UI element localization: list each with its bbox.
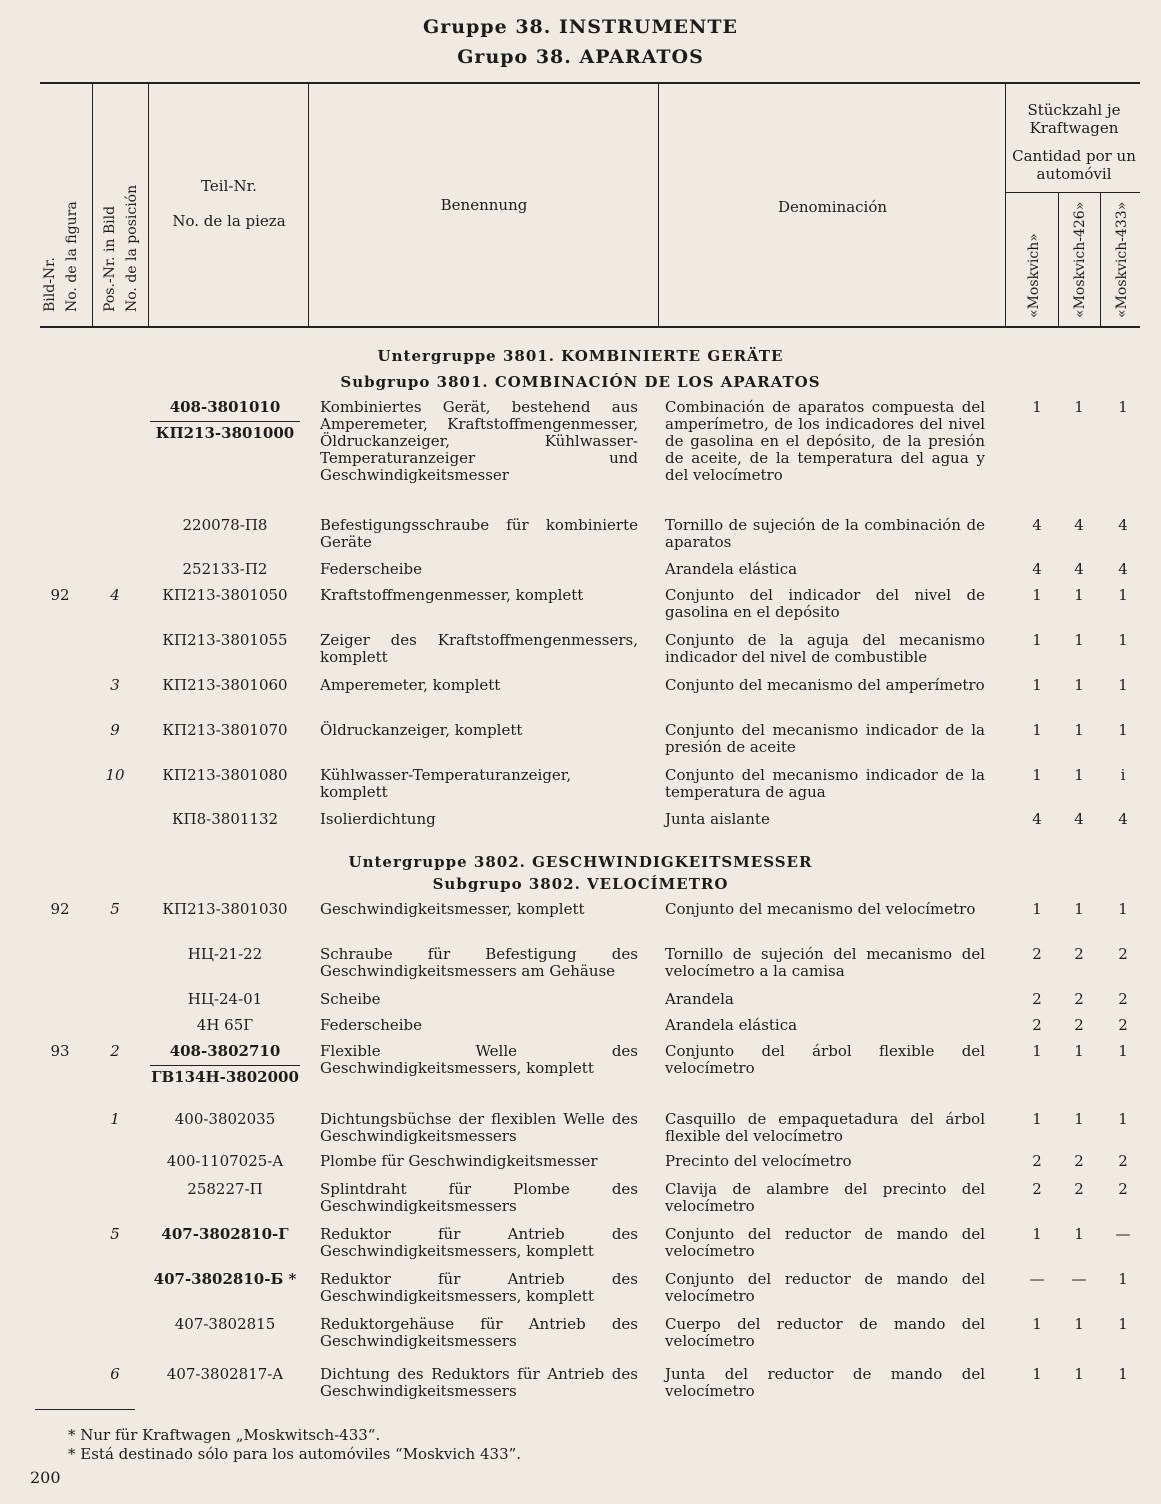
quantity-moskvich-426: 2 xyxy=(1074,1016,1084,1034)
footnote-rule xyxy=(35,1409,135,1410)
quantity-moskvich: 1 xyxy=(1032,721,1042,739)
quantity-moskvich: 1 xyxy=(1032,1365,1042,1383)
header-bottom-rule xyxy=(40,326,1140,328)
description-de: Schraube für Befestigung des Geschwindigkeitsmessers am Gehäuse xyxy=(320,945,638,980)
quantity-moskvich-426: 1 xyxy=(1074,1225,1084,1243)
quantity-moskvich-426: 2 xyxy=(1074,1152,1084,1170)
description-es: Tornillo de sujeción de la combinación de aparatos xyxy=(665,516,985,551)
description-es: Conjunto del mecanismo indicador de la temperatura de agua xyxy=(665,766,985,801)
description-es: Conjunto del mecanismo del amperímetro xyxy=(665,676,985,694)
description-de: Splintdraht für Plombe des Geschwindigkeitsmessers xyxy=(320,1180,638,1215)
quantity-moskvich-426: 4 xyxy=(1074,810,1084,828)
quantity-moskvich-426: 1 xyxy=(1074,721,1084,739)
part-number xyxy=(150,1271,300,1288)
header-pos-de: Pos.-Nr. in Bild xyxy=(102,205,118,312)
part-number-main: КП213-3801060 xyxy=(162,676,288,694)
quantity-moskvich-433: 1 xyxy=(1118,586,1128,604)
part-number xyxy=(150,946,300,963)
quantity-moskvich-433: i xyxy=(1120,766,1126,784)
part-number-main: 252133-П2 xyxy=(182,560,268,578)
quantity-moskvich-433: 1 xyxy=(1118,1365,1128,1383)
description-es: Conjunto del mecanismo indicador de la presión de aceite xyxy=(665,721,985,756)
part-number-main: 407-3802815 xyxy=(174,1315,276,1333)
quantity-moskvich-433: — xyxy=(1115,1225,1131,1243)
part-number-main: НЦ-24-01 xyxy=(187,990,263,1008)
part-number xyxy=(150,767,300,784)
header-qty-es: Cantidad por un automóvil xyxy=(1012,147,1136,183)
quantity-moskvich: 1 xyxy=(1032,586,1042,604)
description-es: Precinto del velocímetro xyxy=(665,1152,852,1170)
header-divider xyxy=(92,84,93,326)
part-number-alternate: ГВ134Н-3802000 xyxy=(150,1065,300,1086)
part-number xyxy=(150,722,300,739)
quantity-moskvich: 2 xyxy=(1032,1180,1042,1198)
part-number xyxy=(150,399,300,442)
quantity-moskvich: 1 xyxy=(1032,1225,1042,1243)
description-es: Combinación de aparatos compuesta del amperímetro, de los indicadores del nivel de gasolina en el depósito, de la presión de aceite, de la temperatura del agua y del velocímetro xyxy=(665,398,985,484)
description-de: Öldruckanzeiger, komplett xyxy=(320,721,523,739)
quantity-moskvich-426: 2 xyxy=(1074,1180,1084,1198)
quantity-moskvich-433: 1 xyxy=(1118,721,1128,739)
part-number xyxy=(150,901,300,918)
description-es: Conjunto del árbol flexible del velocímetro xyxy=(665,1042,985,1077)
part-number-main: КП213-3801055 xyxy=(162,631,288,649)
description-de: Federscheibe xyxy=(320,560,423,578)
quantity-moskvich-433: 1 xyxy=(1118,1042,1128,1060)
position-number: 2 xyxy=(110,1042,120,1060)
quantity-moskvich: — xyxy=(1029,1270,1045,1288)
quantity-moskvich-426: 1 xyxy=(1074,1365,1084,1383)
position-number: 4 xyxy=(110,586,120,604)
header-model-3: «Moskvich-433» xyxy=(1114,201,1130,318)
part-number xyxy=(150,1316,300,1333)
position-number: 3 xyxy=(110,676,120,694)
part-number-main: 400-1107025-A xyxy=(166,1152,284,1170)
part-number xyxy=(150,1043,300,1086)
header-divider xyxy=(1058,193,1059,326)
part-number-main: КП213-3801080 xyxy=(162,766,288,784)
part-number-main: 400-3802035 xyxy=(174,1110,276,1128)
description-es: Casquillo de empaquetadura del árbol flexible del velocímetro xyxy=(665,1110,985,1145)
description-de: Scheibe xyxy=(320,990,381,1008)
part-number-main: КП213-3801070 xyxy=(162,721,288,739)
description-es: Conjunto del mecanismo del velocímetro xyxy=(665,900,976,918)
part-number-main: КП213-3801030 xyxy=(162,900,288,918)
description-de: Kombiniertes Gerät, bestehend aus Amperemeter, Kraftstoffmengenmesser, Öldruckanzeiger, Kühlwasser-Temperaturanzeiger und Geschwindigkeitsmesser xyxy=(320,398,638,484)
header-pos-es: No. de la posición xyxy=(124,184,140,312)
quantity-moskvich: 1 xyxy=(1032,1110,1042,1128)
part-number-main: 408-3802710 xyxy=(169,1042,281,1060)
part-number xyxy=(150,1366,300,1383)
header-fig-es: No. de la figura xyxy=(64,201,80,312)
quantity-moskvich: 2 xyxy=(1032,1152,1042,1170)
position-number: 5 xyxy=(110,900,120,918)
description-de: Befestigungsschraube für kombinierte Geräte xyxy=(320,516,638,551)
quantity-moskvich-426: 4 xyxy=(1074,516,1084,534)
quantity-moskvich-433: 1 xyxy=(1118,676,1128,694)
description-es: Clavija de alambre del precinto del velocímetro xyxy=(665,1180,985,1215)
subgroup-title-es: Subgrupo 3802. VELOCÍMETRO xyxy=(432,875,729,893)
header-es: Denominación xyxy=(777,198,888,216)
description-de: Zeiger des Kraftstoffmengenmessers, komplett xyxy=(320,631,638,666)
description-es: Tornillo de sujeción del mecanismo del velocímetro a la camisa xyxy=(665,945,985,980)
group-title-es: Grupo 38. APARATOS xyxy=(457,46,704,68)
quantity-moskvich-426: 1 xyxy=(1074,398,1084,416)
header-divider xyxy=(1005,84,1006,326)
quantity-moskvich-433: 2 xyxy=(1118,1180,1128,1198)
part-number xyxy=(150,1017,300,1034)
part-number-main: 4Н 65Г xyxy=(196,1016,254,1034)
quantity-moskvich-426: 1 xyxy=(1074,1315,1084,1333)
header-top-rule xyxy=(40,82,1140,84)
quantity-moskvich: 1 xyxy=(1032,1315,1042,1333)
header-fig-de: Bild-Nr. xyxy=(42,257,58,312)
description-de: Geschwindigkeitsmesser, komplett xyxy=(320,900,585,918)
description-de: Reduktor für Antrieb des Geschwindigkeitsmessers, komplett xyxy=(320,1270,638,1305)
quantity-moskvich-433: 2 xyxy=(1118,990,1128,1008)
position-number: 9 xyxy=(110,721,120,739)
part-number-main: 408-3801010 xyxy=(169,398,281,416)
description-es: Conjunto de la aguja del mecanismo indicador del nivel de combustible xyxy=(665,631,985,666)
quantity-moskvich: 2 xyxy=(1032,945,1042,963)
description-es: Conjunto del reductor de mando del velocímetro xyxy=(665,1225,985,1260)
part-number-main: 407-3802817-A xyxy=(166,1365,284,1383)
part-number xyxy=(150,677,300,694)
description-es: Junta aislante xyxy=(665,810,770,828)
header-model-2: «Moskvich-426» xyxy=(1072,201,1088,318)
quantity-moskvich-426: 4 xyxy=(1074,560,1084,578)
part-number xyxy=(150,561,300,578)
description-es: Conjunto del indicador del nivel de gasolina en el depósito xyxy=(665,586,985,621)
header-divider xyxy=(148,84,149,326)
description-de: Federscheibe xyxy=(320,1016,423,1034)
header-qty-de: Stückzahl je Kraftwagen xyxy=(1027,101,1121,137)
quantity-moskvich: 1 xyxy=(1032,398,1042,416)
description-es: Arandela elástica xyxy=(665,1016,798,1034)
quantity-moskvich-426: 1 xyxy=(1074,586,1084,604)
part-number xyxy=(150,1226,300,1243)
page-number: 200 xyxy=(30,1468,61,1487)
quantity-moskvich: 1 xyxy=(1032,766,1042,784)
quantity-moskvich: 4 xyxy=(1032,560,1042,578)
position-number: 5 xyxy=(110,1225,120,1243)
figure-number: 93 xyxy=(50,1042,70,1060)
quantity-moskvich-426: 1 xyxy=(1074,631,1084,649)
description-de: Isolierdichtung xyxy=(320,810,436,828)
part-number-main: КП213-3801050 xyxy=(162,586,288,604)
footnote-es: * Está destinado sólo para los automóviles “Moskvich 433”. xyxy=(68,1445,522,1463)
description-de: Dichtungsbüchse der flexiblen Welle des Geschwindigkeitsmessers xyxy=(320,1110,638,1145)
quantity-moskvich: 2 xyxy=(1032,990,1042,1008)
part-number-main: 407-3802810-Б * xyxy=(153,1270,297,1288)
part-number xyxy=(150,991,300,1008)
header-part-es: No. de la pieza xyxy=(172,212,286,230)
part-number xyxy=(150,632,300,649)
quantity-moskvich-433: 1 xyxy=(1118,1110,1128,1128)
description-de: Reduktorgehäuse für Antrieb des Geschwindigkeitsmessers xyxy=(320,1315,638,1350)
description-es: Cuerpo del reductor de mando del velocímetro xyxy=(665,1315,985,1350)
description-es: Arandela xyxy=(665,990,734,1008)
description-de: Plombe für Geschwindigkeitsmesser xyxy=(320,1152,598,1170)
description-de: Flexible Welle des Geschwindigkeitsmessers, komplett xyxy=(320,1042,638,1077)
quantity-moskvich-426: 1 xyxy=(1074,900,1084,918)
quantity-moskvich: 1 xyxy=(1032,676,1042,694)
part-number xyxy=(150,1181,300,1198)
header-divider xyxy=(658,84,659,326)
part-number-alternate: КП213-3801000 xyxy=(150,421,300,442)
quantity-moskvich-426: — xyxy=(1071,1270,1087,1288)
quantity-moskvich-426: 1 xyxy=(1074,1110,1084,1128)
description-de: Reduktor für Antrieb des Geschwindigkeitsmessers, komplett xyxy=(320,1225,638,1260)
subgroup-title-de: Untergruppe 3802. GESCHWINDIGKEITSMESSER xyxy=(348,853,813,871)
quantity-moskvich-433: 4 xyxy=(1118,516,1128,534)
header-de: Benennung xyxy=(440,196,528,214)
group-title-de: Gruppe 38. INSTRUMENTE xyxy=(423,16,738,38)
quantity-moskvich-426: 2 xyxy=(1074,990,1084,1008)
subgroup-title-es: Subgrupo 3801. COMBINACIÓN DE LOS APARATOS xyxy=(340,373,821,391)
header-divider xyxy=(308,84,309,326)
quantity-moskvich-433: 1 xyxy=(1118,398,1128,416)
part-number xyxy=(150,517,300,534)
quantity-moskvich-433: 1 xyxy=(1118,1270,1128,1288)
position-number: 10 xyxy=(105,766,125,784)
header-model-1: «Moskvich» xyxy=(1026,233,1042,318)
part-number-main: 258227-П xyxy=(187,1180,263,1198)
quantity-moskvich: 1 xyxy=(1032,900,1042,918)
quantity-moskvich-433: 1 xyxy=(1118,631,1128,649)
figure-number: 92 xyxy=(50,900,70,918)
description-es: Conjunto del reductor de mando del velocímetro xyxy=(665,1270,985,1305)
description-de: Dichtung des Reduktors für Antrieb des Geschwindigkeitsmessers xyxy=(320,1365,638,1400)
quantity-moskvich-426: 1 xyxy=(1074,1042,1084,1060)
description-de: Kraftstoffmengenmesser, komplett xyxy=(320,586,584,604)
quantity-moskvich-426: 2 xyxy=(1074,945,1084,963)
header-divider xyxy=(1100,193,1101,326)
quantity-moskvich: 4 xyxy=(1032,810,1042,828)
footnote-de: * Nur für Kraftwagen „Moskwitsch-433“. xyxy=(68,1426,381,1444)
quantity-moskvich-433: 4 xyxy=(1118,810,1128,828)
quantity-moskvich-433: 1 xyxy=(1118,900,1128,918)
position-number: 6 xyxy=(110,1365,120,1383)
quantity-moskvich-433: 1 xyxy=(1118,1315,1128,1333)
header-part-de: Teil-Nr. xyxy=(201,177,257,195)
part-number-main: НЦ-21-22 xyxy=(187,945,263,963)
part-number xyxy=(150,587,300,604)
part-number-main: 220078-П8 xyxy=(182,516,268,534)
qty-subheader-rule xyxy=(1005,192,1140,193)
quantity-moskvich-433: 2 xyxy=(1118,1016,1128,1034)
quantity-moskvich-433: 4 xyxy=(1118,560,1128,578)
quantity-moskvich: 2 xyxy=(1032,1016,1042,1034)
quantity-moskvich-433: 2 xyxy=(1118,1152,1128,1170)
quantity-moskvich-426: 1 xyxy=(1074,676,1084,694)
part-number-main: 407-3802810-Г xyxy=(161,1225,289,1243)
quantity-moskvich-426: 1 xyxy=(1074,766,1084,784)
part-number xyxy=(150,1111,300,1128)
description-de: Amperemeter, komplett xyxy=(320,676,501,694)
part-number xyxy=(150,811,300,828)
figure-number: 92 xyxy=(50,586,70,604)
subgroup-title-de: Untergruppe 3801. KOMBINIERTE GERÄTE xyxy=(377,347,784,365)
position-number: 1 xyxy=(110,1110,120,1128)
quantity-moskvich-433: 2 xyxy=(1118,945,1128,963)
part-number-main: КП8-3801132 xyxy=(171,810,279,828)
quantity-moskvich: 1 xyxy=(1032,631,1042,649)
description-de: Kühlwasser-Temperaturanzeiger, komplett xyxy=(320,766,572,801)
quantity-moskvich: 4 xyxy=(1032,516,1042,534)
quantity-moskvich: 1 xyxy=(1032,1042,1042,1060)
description-es: Arandela elástica xyxy=(665,560,798,578)
description-es: Junta del reductor de mando del velocímetro xyxy=(665,1365,985,1400)
part-number xyxy=(150,1153,300,1170)
